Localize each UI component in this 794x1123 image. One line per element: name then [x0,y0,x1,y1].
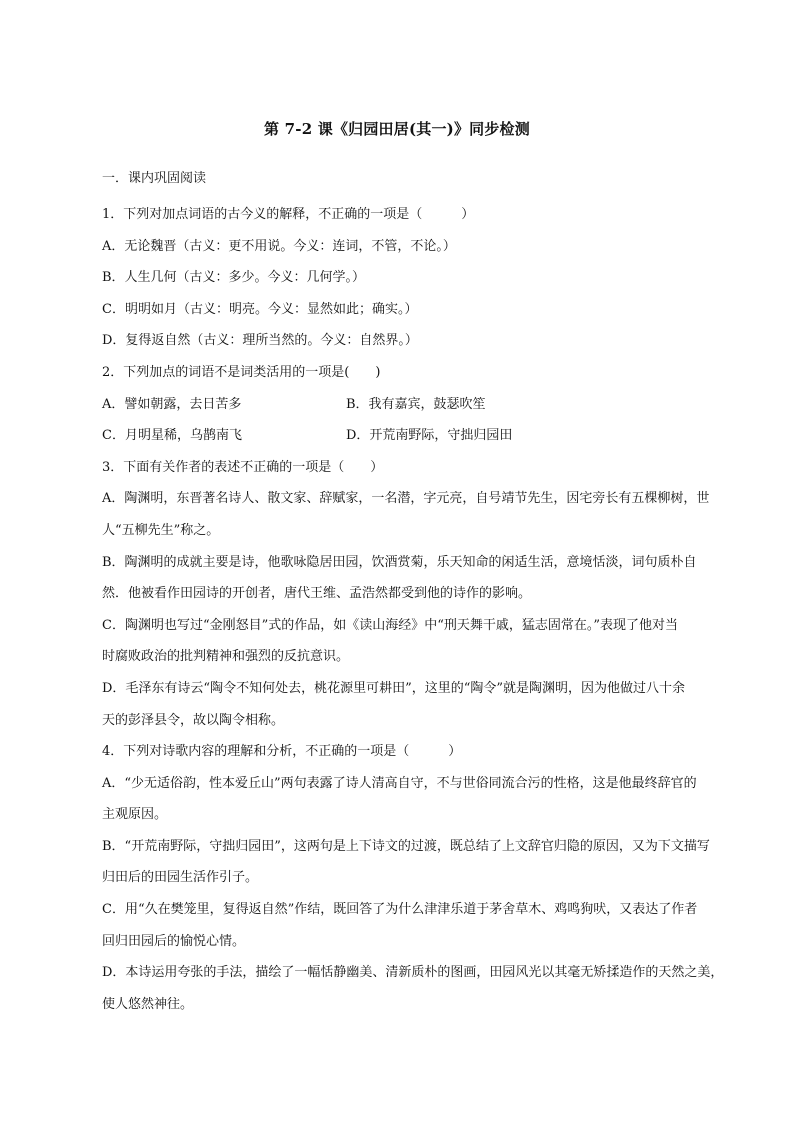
section-heading: 一．课内巩固阅读 [102,171,207,186]
question-2-options-row-2 [102,420,692,452]
question-4-option-b-line-2: 归田后的田园生活作引子。 [102,870,259,886]
question-4-option-a-line-1: A．“少无适俗韵，性本爱丘山”两句表露了诗人清高自守，不与世俗同流合污的性格，这是他最终辞官的 [102,775,697,791]
question-4-stem: 4．下列对诗歌内容的理解和分析，不正确的一项是（ ） [102,744,462,760]
question-2-options-row-1 [102,389,692,421]
question-1-option-d: D．复得返自然（古义：理所当然的。今义：自然界。） [102,333,418,349]
question-3-option-c-line-2: 时腐败政治的批判精神和强烈的反抗意识。 [102,649,350,665]
question-2-option-a: A．譬如朝露，去日苦多 [102,396,242,412]
question-4-option-c-line-2: 回归田园后的愉悦心情。 [102,933,246,949]
question-2-option-c: C．月明星稀，乌鹊南飞 [102,428,242,444]
question-2-option-d: D．开荒南野际，守拙归园田 [346,428,513,444]
question-3-option-c-line-1: C．陶渊明也写过“金刚怒目”式的作品，如《读山海经》中“刑天舞干戚，猛志固常在。”表现了他对当 [102,617,679,633]
question-3-option-b [102,547,697,610]
question-3-option-a-line-1: A．陶渊明，东晋著名诗人、散文家、辞赋家，一名潜，字元亮，自号靖节先生，因宅旁长有五棵柳树，世 [102,491,710,507]
question-4-option-b [102,831,710,894]
question-3-option-a [102,483,710,546]
question-4-option-c-line-1: C．用“久在樊笼里，复得返自然”作结，既回答了为什么津津乐道于茅舍草木、鸡鸣狗吠，又表达了作者 [102,902,698,918]
question-1-option-b: B．人生几何（古义：多少。今义：几何学。） [102,270,366,286]
question-4-option-a [102,768,697,831]
question-4-option-d-line-2: 使人悠然神往。 [102,996,194,1012]
question-2-stem: 2．下列加点的词语不是词类活用的一项是( ) [102,364,381,380]
question-1-option-a: A．无论魏晋（古义：更不用说。今义：连词，不管，不论。） [102,238,456,254]
question-3-stem: 3．下面有关作者的表述不正确的一项是（ ） [102,459,384,475]
question-4-option-c [102,894,698,957]
question-4-option-d-line-1: D．本诗运用夸张的手法，描绘了一幅恬静幽美、清新质朴的图画，田园风光以其毫无矫揉造作的天然之美， [102,965,724,981]
question-2-option-b: B．我有嘉宾，鼓瑟吹笙 [346,396,486,412]
question-3-option-b-line-1: B．陶渊明的成就主要是诗，他歌咏隐居田园，饮酒赏菊，乐天知命的闲适生活，意境恬淡，词句质朴自 [102,554,697,570]
question-3-option-d [102,673,692,736]
question-3-option-d-line-2: 天的彭泽县令，故以陶令相称。 [102,712,285,728]
question-4-option-a-line-2: 主观原因。 [102,807,168,823]
question-3-option-d-line-1: D．毛泽东有诗云“陶令不知何处去，桃花源里可耕田”，这里的“陶令”就是陶渊明，因为他做过八十余 [102,680,686,696]
question-4-option-d [102,957,724,1020]
question-3-option-b-line-2: 然．他被看作田园诗的开创者，唐代王维、孟浩然都受到他的诗作的影响。 [102,586,532,602]
document-title: 第 7-2 课《归园田居(其一)》同步检测 [264,120,530,138]
question-1-stem: 1．下列对加点词语的古今义的解释，不正确的一项是（ ） [102,207,475,222]
question-1-option-c: C．明明如月（古义：明亮。今义：显然如此；确实。） [102,301,418,317]
question-list [102,199,724,1020]
question-3-option-a-line-2: 人“五柳先生”称之。 [102,522,220,538]
question-3-option-c [102,610,692,673]
question-4-option-b-line-1: B．“开荒南野际，守拙归园田”，这两句是上下诗文的过渡，既总结了上文辞官归隐的原因，又为下文描写 [102,838,710,854]
